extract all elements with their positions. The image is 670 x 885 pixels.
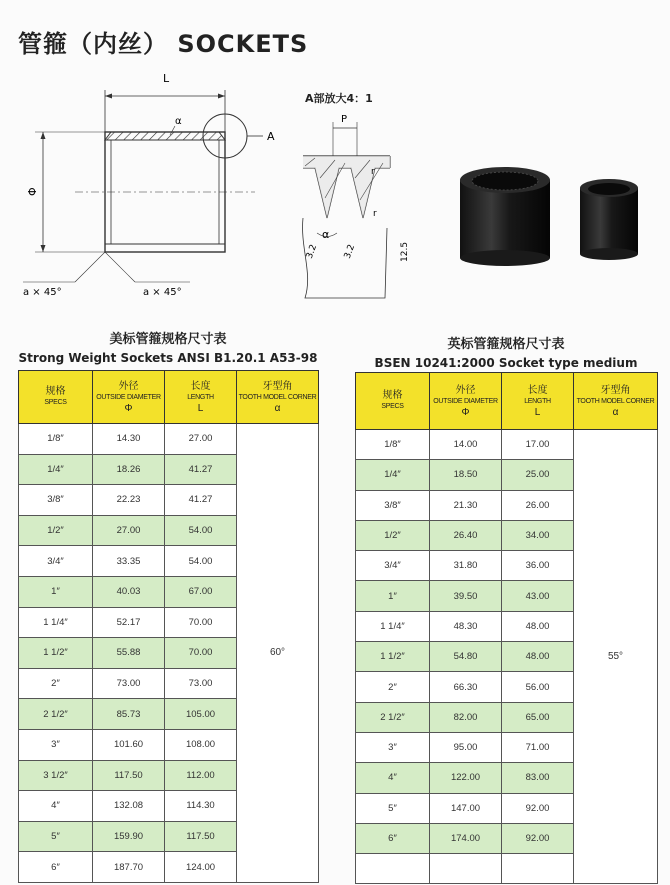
us-spec-cell: 2″ <box>19 668 93 699</box>
us-length-cell: 67.00 <box>165 576 237 607</box>
us-spec-cell: 3/4″ <box>19 546 93 577</box>
us-diameter-cell: 117.50 <box>93 760 165 791</box>
bs-diameter-cell: 18.50 <box>430 460 502 490</box>
us-spec-cell: 1/4″ <box>19 454 93 485</box>
thread-detail-drawing <box>295 108 420 333</box>
bs-table-row <box>356 430 658 460</box>
roughness-label-2: 3.2 <box>342 243 358 261</box>
us-diameter-cell: 73.00 <box>93 668 165 699</box>
bs-diameter-cell: 82.00 <box>430 702 502 732</box>
us-spec-table <box>18 370 319 883</box>
us-spec-cell: 1 1/2″ <box>19 638 93 669</box>
bs-length-cell: 92.00 <box>502 823 574 853</box>
bs-spec-cell: 3″ <box>356 732 430 762</box>
bs-spec-cell: 4″ <box>356 763 430 793</box>
us-diameter-cell: 33.35 <box>93 546 165 577</box>
us-spec-cell: 1/8″ <box>19 424 93 455</box>
bs-diameter-cell: 122.00 <box>430 763 502 793</box>
roughness-label-3: 12.5 <box>400 241 410 262</box>
radius-bottom-label: r <box>373 209 377 219</box>
bs-length-cell: 48.00 <box>502 642 574 672</box>
radius-top-label: r <box>371 167 375 177</box>
us-diameter-cell: 187.70 <box>93 852 165 883</box>
bs-length-cell: 34.00 <box>502 520 574 550</box>
us-header-diameter: 外径 OUTSIDE DIAMETER Φ <box>93 371 165 424</box>
bs-diameter-cell: 31.80 <box>430 551 502 581</box>
us-spec-cell: 4″ <box>19 791 93 822</box>
us-diameter-cell: 22.23 <box>93 485 165 516</box>
us-spec-cell: 3/8″ <box>19 485 93 516</box>
bs-spec-cell <box>356 854 430 884</box>
bs-length-cell <box>502 854 574 884</box>
bs-length-cell: 71.00 <box>502 732 574 762</box>
bs-spec-cell: 1/8″ <box>356 430 430 460</box>
us-header-angle: 牙型角 TOOTH MODEL CORNER α <box>237 371 319 424</box>
us-spec-cell: 1 1/4″ <box>19 607 93 638</box>
us-table-caption <box>18 328 318 365</box>
bs-diameter-cell: 54.80 <box>430 642 502 672</box>
us-diameter-cell: 18.26 <box>93 454 165 485</box>
us-length-cell: 112.00 <box>165 760 237 791</box>
us-length-cell: 108.00 <box>165 729 237 760</box>
angle-label-main: α <box>175 116 182 127</box>
bs-diameter-cell <box>430 854 502 884</box>
bs-length-cell: 65.00 <box>502 702 574 732</box>
us-spec-cell: 1″ <box>19 576 93 607</box>
us-caption-en: Strong Weight Sockets ANSI B1.20.1 A53-98 <box>18 351 318 365</box>
bs-length-cell: 26.00 <box>502 490 574 520</box>
socket-section-drawing <box>15 70 285 305</box>
bs-table-caption <box>355 333 657 370</box>
us-length-cell: 114.30 <box>165 791 237 822</box>
us-diameter-cell: 27.00 <box>93 515 165 546</box>
us-length-cell: 105.00 <box>165 699 237 730</box>
bs-spec-cell: 1/4″ <box>356 460 430 490</box>
us-length-cell: 73.00 <box>165 668 237 699</box>
detail-title: A部放大4：1 <box>305 92 373 105</box>
roughness-label-1: 3.2 <box>304 243 320 261</box>
us-caption-cn: 美标管箍规格尺寸表 <box>109 332 227 347</box>
bs-spec-cell: 1 1/4″ <box>356 611 430 641</box>
us-diameter-cell: 52.17 <box>93 607 165 638</box>
bs-spec-cell: 1 1/2″ <box>356 642 430 672</box>
bs-length-cell: 43.00 <box>502 581 574 611</box>
bs-header-angle: 牙型角 TOOTH MODEL CORNER α <box>574 373 658 430</box>
us-spec-cell: 2 1/2″ <box>19 699 93 730</box>
bs-length-cell: 56.00 <box>502 672 574 702</box>
bs-header-row <box>356 373 658 430</box>
bs-diameter-cell: 147.00 <box>430 793 502 823</box>
bs-spec-table <box>355 372 658 884</box>
us-length-cell: 54.00 <box>165 546 237 577</box>
bs-caption-en: BSEN 10241:2000 Socket type medium <box>374 356 638 370</box>
us-length-cell: 117.50 <box>165 821 237 852</box>
bs-spec-cell: 1″ <box>356 581 430 611</box>
chamfer-right-label: a × 45° <box>143 287 182 298</box>
bs-length-cell: 83.00 <box>502 763 574 793</box>
us-angle-cell: 60° <box>237 424 319 883</box>
bs-length-cell: 25.00 <box>502 460 574 490</box>
us-length-cell: 41.27 <box>165 454 237 485</box>
us-header-specs: 规格 SPECS <box>19 371 93 424</box>
bs-spec-cell: 5″ <box>356 793 430 823</box>
us-table-row <box>19 424 319 455</box>
us-spec-cell: 5″ <box>19 821 93 852</box>
us-length-cell: 27.00 <box>165 424 237 455</box>
bs-diameter-cell: 66.30 <box>430 672 502 702</box>
us-spec-cell: 3″ <box>19 729 93 760</box>
us-diameter-cell: 40.03 <box>93 576 165 607</box>
bs-diameter-cell: 39.50 <box>430 581 502 611</box>
chamfer-left-label: a × 45° <box>23 287 62 298</box>
bs-diameter-cell: 26.40 <box>430 520 502 550</box>
bs-header-diameter: 外径 OUTSIDE DIAMETER Φ <box>430 373 502 430</box>
us-length-cell: 70.00 <box>165 638 237 669</box>
us-diameter-cell: 14.30 <box>93 424 165 455</box>
us-diameter-cell: 132.08 <box>93 791 165 822</box>
bs-diameter-cell: 48.30 <box>430 611 502 641</box>
large-socket-photo <box>460 167 550 266</box>
diameter-label: Φ <box>26 187 39 196</box>
pitch-label: P <box>341 114 348 125</box>
bs-header-specs: 规格 SPECS <box>356 373 430 430</box>
angle-label-detail: α <box>322 228 330 241</box>
bs-spec-cell: 6″ <box>356 823 430 853</box>
bs-length-cell: 92.00 <box>502 793 574 823</box>
us-spec-cell: 3 1/2″ <box>19 760 93 791</box>
length-label: L <box>163 72 170 85</box>
small-socket-photo <box>580 179 638 260</box>
bs-header-length: 长度 LENGTH L <box>502 373 574 430</box>
us-length-cell: 124.00 <box>165 852 237 883</box>
us-length-cell: 54.00 <box>165 515 237 546</box>
us-header-row <box>19 371 319 424</box>
bs-diameter-cell: 174.00 <box>430 823 502 853</box>
page-title: 管箍（内丝） SOCKETS <box>18 30 309 58</box>
bs-spec-cell: 3/8″ <box>356 490 430 520</box>
us-length-cell: 70.00 <box>165 607 237 638</box>
us-diameter-cell: 55.88 <box>93 638 165 669</box>
us-diameter-cell: 159.90 <box>93 821 165 852</box>
bs-angle-cell: 55° <box>574 430 658 884</box>
bs-spec-cell: 1/2″ <box>356 520 430 550</box>
bs-spec-cell: 2″ <box>356 672 430 702</box>
us-header-length: 长度 LENGTH L <box>165 371 237 424</box>
bs-diameter-cell: 14.00 <box>430 430 502 460</box>
bs-diameter-cell: 21.30 <box>430 490 502 520</box>
bs-spec-cell: 3/4″ <box>356 551 430 581</box>
bs-diameter-cell: 95.00 <box>430 732 502 762</box>
bs-caption-cn: 英标管箍规格尺寸表 <box>447 337 565 352</box>
socket-product-photos <box>440 150 655 270</box>
bs-spec-cell: 2 1/2″ <box>356 702 430 732</box>
bs-length-cell: 48.00 <box>502 611 574 641</box>
us-length-cell: 41.27 <box>165 485 237 516</box>
detail-ref-label: A <box>267 130 275 143</box>
us-spec-cell: 1/2″ <box>19 515 93 546</box>
us-diameter-cell: 101.60 <box>93 729 165 760</box>
bs-length-cell: 17.00 <box>502 430 574 460</box>
us-spec-cell: 6″ <box>19 852 93 883</box>
us-diameter-cell: 85.73 <box>93 699 165 730</box>
bs-length-cell: 36.00 <box>502 551 574 581</box>
